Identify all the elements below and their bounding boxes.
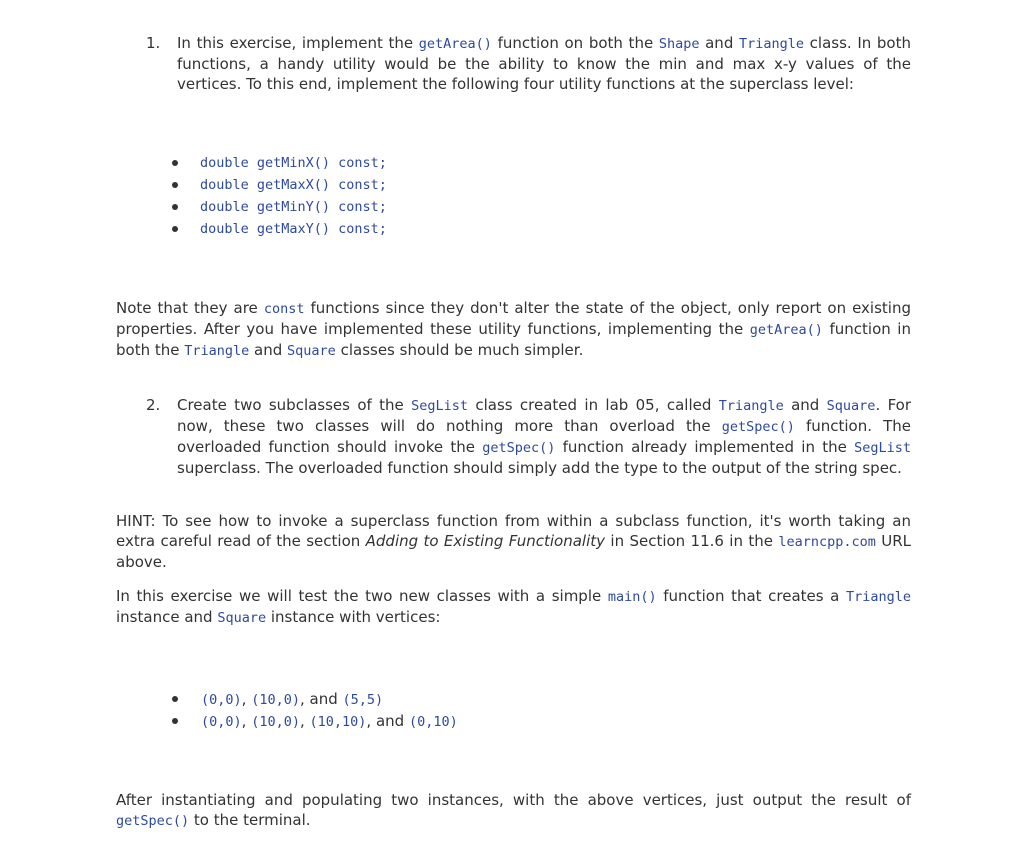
text: functions since they don't alter the state of the object, only report on existing properties. After you have implemented these utility functions, implementing the bbox=[116, 299, 911, 338]
list-item bbox=[170, 710, 620, 732]
text: function in both the bbox=[116, 320, 911, 359]
code-triangle: Triangle bbox=[184, 343, 250, 359]
list-item bbox=[170, 218, 570, 240]
utility-function-code: double getMinX() const; bbox=[200, 155, 387, 171]
bullet-icon bbox=[172, 160, 178, 166]
text: to the terminal. bbox=[189, 811, 311, 829]
section-title: Adding to Existing Functionality bbox=[365, 532, 606, 550]
vertex: (10,0) bbox=[251, 714, 300, 730]
code-square: Square bbox=[217, 610, 267, 626]
vertex: (5,5) bbox=[342, 692, 384, 708]
text: class created in lab 05, called bbox=[468, 396, 719, 414]
text: function. The overloaded function should invoke the bbox=[177, 417, 911, 456]
list-item bbox=[170, 174, 570, 196]
text: and bbox=[249, 341, 288, 359]
text: function already implemented in the bbox=[555, 438, 855, 456]
utility-function-code: double getMaxY() const; bbox=[200, 221, 387, 237]
list-item bbox=[170, 152, 570, 174]
code-square: Square bbox=[287, 343, 336, 359]
utility-function-code: double getMinY() const; bbox=[200, 199, 387, 215]
bullet-icon bbox=[172, 226, 178, 232]
vertex-set-square bbox=[201, 710, 458, 733]
test-paragraph bbox=[116, 586, 911, 628]
code-getarea: getArea() bbox=[749, 322, 823, 338]
text: Note that they are bbox=[116, 299, 264, 317]
hint-paragraph bbox=[116, 511, 911, 572]
code-seglist: SegList bbox=[854, 440, 911, 456]
code-shape: Shape bbox=[658, 36, 700, 52]
text: In this exercise, implement the bbox=[177, 34, 419, 52]
item-1-paragraph bbox=[177, 33, 911, 94]
text: In this exercise we will test the two new classes with a simple bbox=[116, 587, 608, 605]
text: function that creates a bbox=[656, 587, 846, 605]
code-getspec: getSpec() bbox=[721, 419, 795, 435]
separator: , bbox=[241, 690, 252, 708]
code-const: const bbox=[263, 301, 305, 317]
item-1-number: 1. bbox=[146, 34, 161, 52]
separator: , bbox=[241, 712, 252, 730]
vertex: (10,0) bbox=[251, 692, 300, 708]
vertex: (0,0) bbox=[201, 692, 242, 708]
bullet-icon bbox=[172, 718, 178, 724]
code-square: Square bbox=[826, 398, 876, 414]
bullet-icon bbox=[172, 204, 178, 210]
list-item bbox=[170, 688, 620, 710]
text: function on both the bbox=[491, 34, 659, 52]
code-triangle: Triangle bbox=[739, 36, 805, 52]
text: and bbox=[783, 396, 827, 414]
vertex: (10,10) bbox=[309, 714, 367, 730]
text: After instantiating and populating two instances, with the above vertices, just output the result of bbox=[116, 791, 911, 809]
item-2-number: 2. bbox=[146, 396, 161, 414]
final-paragraph bbox=[116, 790, 911, 831]
utility-function-list bbox=[170, 152, 570, 240]
text: URL above. bbox=[116, 532, 912, 571]
code-seglist: SegList bbox=[411, 398, 468, 414]
vertex: (0,0) bbox=[201, 714, 242, 730]
code-triangle: Triangle bbox=[845, 589, 911, 605]
bullet-icon bbox=[172, 182, 178, 188]
code-getarea: getArea() bbox=[418, 36, 492, 52]
separator: , and bbox=[366, 712, 409, 730]
vertex-set-triangle bbox=[201, 688, 383, 711]
utility-function-code: double getMaxX() const; bbox=[200, 177, 387, 193]
bullet-icon bbox=[172, 696, 178, 702]
separator: , and bbox=[299, 690, 343, 708]
text: and bbox=[699, 34, 739, 52]
text: superclass. The overloaded function should simply add the type to the output of the string spec. bbox=[177, 459, 902, 477]
item-2-paragraph bbox=[177, 395, 911, 478]
text: instance and bbox=[116, 608, 218, 626]
text: Create two subclasses of the bbox=[177, 396, 412, 414]
vertex: (0,10) bbox=[408, 714, 458, 730]
list-item bbox=[170, 196, 570, 218]
code-main: main() bbox=[607, 589, 657, 605]
text: classes should be much simpler. bbox=[335, 341, 584, 359]
text: class. In both functions, a handy utility would be the ability to know the min and max x-y values of the vertices. To this end, implement the following four utility functions at the superclass level: bbox=[177, 34, 911, 93]
separator: , bbox=[299, 712, 310, 730]
text: instance with vertices: bbox=[266, 608, 441, 626]
code-getspec: getSpec() bbox=[116, 813, 190, 829]
code-triangle: Triangle bbox=[718, 398, 784, 414]
text: in Section 11.6 in the bbox=[605, 532, 779, 550]
note-paragraph bbox=[116, 298, 911, 361]
code-learncpp: learncpp.com bbox=[778, 534, 876, 550]
text: HINT: To see how to invoke a superclass function from within a subclass function, it's worth taking an extra careful read of the section bbox=[116, 512, 911, 550]
code-getspec: getSpec() bbox=[482, 440, 556, 456]
text: . For now, these two classes will do nothing more than overload the bbox=[177, 396, 912, 435]
vertices-list bbox=[170, 688, 620, 732]
